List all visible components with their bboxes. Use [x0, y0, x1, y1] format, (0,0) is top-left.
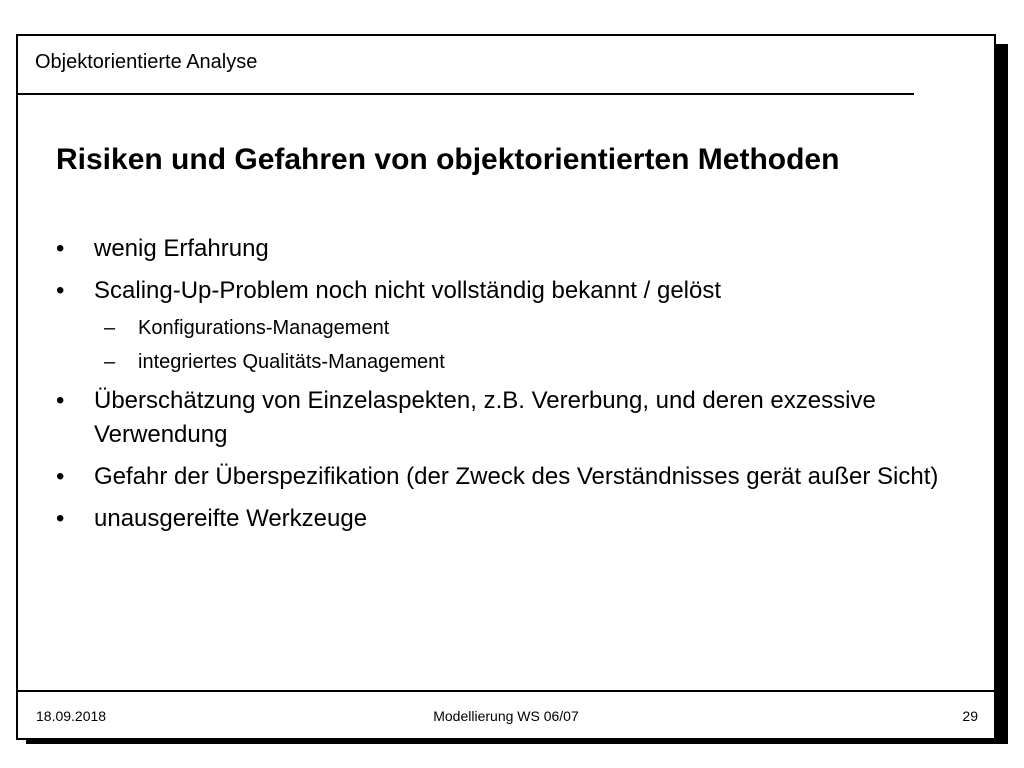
sub-bullet-item — [56, 314, 956, 342]
sub-bullet-text: integriertes Qualitäts-Management — [138, 351, 445, 373]
footer-date: 18.09.2018 — [36, 708, 107, 724]
bullet-item — [56, 460, 956, 494]
bullet-marker: • — [56, 463, 65, 490]
bullet-text: Überschätzung von Einzelaspekten, z.B. Vererbung, und deren exzessive Verwendung — [94, 387, 876, 448]
sub-bullet-item — [56, 348, 956, 376]
bullet-marker: • — [56, 235, 65, 262]
sub-bullet-text: Konfigurations-Management — [138, 317, 390, 339]
slide-title: Risiken und Gefahren von objektorientierten Methoden — [56, 143, 840, 176]
slide — [16, 34, 996, 740]
bullet-item — [56, 274, 956, 308]
sub-bullet-marker: – — [104, 351, 116, 373]
page-number: 29 — [962, 708, 978, 724]
bullet-text: unausgereifte Werkzeuge — [94, 505, 368, 532]
bullet-item — [56, 232, 956, 266]
header-divider — [18, 93, 914, 95]
bullet-text: wenig Erfahrung — [94, 235, 269, 262]
sub-bullet-marker: – — [104, 317, 116, 339]
bullet-text: Scaling-Up-Problem noch nicht vollständig bekannt / gelöst — [94, 277, 722, 304]
footer-divider — [18, 690, 994, 692]
bullet-marker: • — [56, 505, 65, 532]
header-title: Objektorientierte Analyse — [35, 51, 258, 73]
bullet-item — [56, 384, 956, 452]
bullet-text: Gefahr der Überspezifikation (der Zweck des Verständnisses gerät außer Sicht) — [94, 463, 939, 490]
footer-course: Modellierung WS 06/07 — [433, 708, 579, 724]
bullet-list — [56, 232, 956, 544]
bullet-marker: • — [56, 277, 65, 304]
bullet-marker: • — [56, 387, 65, 414]
bullet-item — [56, 502, 956, 536]
